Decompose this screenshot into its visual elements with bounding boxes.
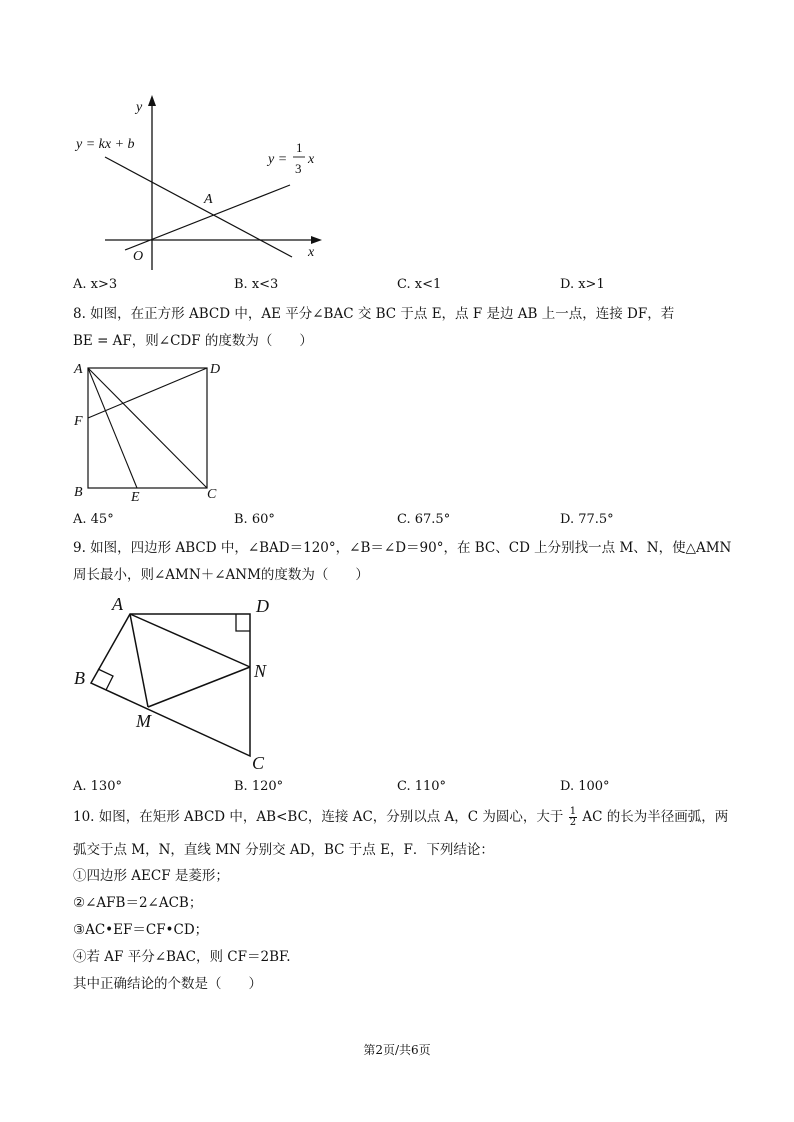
q9-option-b: B. 120°	[234, 779, 284, 794]
x-axis-arrow	[311, 236, 322, 244]
segment-ac	[88, 368, 207, 488]
q9-option-d: D. 100°	[560, 779, 610, 794]
y-axis-arrow	[148, 95, 156, 106]
segment-am	[130, 614, 148, 707]
q8-option-c: C. 67.5°	[397, 512, 451, 527]
q7-option-c: C. x<1	[397, 277, 442, 292]
right-angle-mark-d	[236, 614, 250, 631]
q9-figure	[70, 592, 280, 777]
q10-text-line2: 弧交于点 M，N，直线 MN 分别交 AD，BC 于点 E，F．下列结论：	[73, 842, 494, 858]
q7-option-d: D. x>1	[560, 277, 605, 292]
q10-question: 其中正确结论的个数是（ ）	[73, 976, 262, 992]
label-d: D	[256, 596, 269, 616]
q10-conclusion-3: ③AC•EF＝CF•CD；	[73, 922, 209, 938]
q8-option-a: A. 45°	[73, 512, 114, 527]
label-a: A	[74, 362, 83, 377]
segment-ae	[88, 368, 137, 488]
q10-conclusion-2: ②∠AFB＝2∠ACB；	[73, 895, 203, 911]
q10-conclusion-4: ④若 AF 平分∠BAC，则 CF＝2BF.	[73, 949, 291, 965]
q10-frac-num: 1	[569, 806, 577, 817]
x-axis-label: x	[308, 245, 315, 260]
line2-den: 3	[295, 161, 302, 176]
label-n: N	[254, 661, 267, 681]
line2-num: 1	[296, 140, 303, 155]
line2-var: x	[308, 152, 315, 167]
segment-mn	[148, 667, 250, 707]
q10-frac-den: 2	[569, 817, 577, 828]
q7-option-a: A. x>3	[73, 277, 118, 292]
q10-text-line1	[73, 807, 728, 828]
label-m: M	[136, 711, 151, 731]
y-axis-label: y	[136, 100, 143, 115]
line-kx-b	[105, 157, 292, 257]
q8-option-b: B. 60°	[234, 512, 275, 527]
point-a-label: A	[204, 192, 213, 207]
q10-line1-before: 10. 如图，在矩形 ABCD 中，AB<BC，连接 AC，分别以点 A，C 为圆心，大于	[73, 809, 564, 825]
label-d: D	[210, 362, 221, 377]
q7-graph	[60, 92, 330, 272]
q9-text-line2: 周长最小，则∠AMN＋∠ANM的度数为（ ）	[73, 567, 369, 583]
q9-text-line1: 9. 如图，四边形 ABCD 中，∠BAD＝120°，∠B＝∠D＝90°，在 BC、CD 上分别找一点 M、N，使△AMN	[73, 540, 732, 556]
line2-lhs: y =	[268, 152, 288, 167]
origin-label: O	[133, 249, 144, 264]
label-c: C	[207, 487, 217, 502]
label-b: B	[74, 485, 83, 500]
page-footer: 第2页/共6页	[363, 1043, 431, 1057]
line1-label: y = kx + b	[76, 137, 135, 152]
q10-line1-after: AC 的长为半径画弧，两	[582, 809, 729, 825]
label-c: C	[252, 753, 265, 773]
label-e: E	[131, 490, 140, 505]
q8-option-d: D. 77.5°	[560, 512, 614, 527]
q8-text-line1: 8. 如图，在正方形 ABCD 中，AE 平分∠BAC 交 BC 于点 E，点 F 是边 AB 上一点，连接 DF，若	[73, 306, 675, 322]
q9-option-c: C. 110°	[397, 779, 447, 794]
label-f: F	[74, 414, 83, 429]
q10-fraction	[569, 807, 577, 828]
q9-option-a: A. 130°	[73, 779, 122, 794]
label-a: A	[112, 594, 123, 614]
q8-figure	[70, 360, 230, 505]
label-b: B	[74, 668, 85, 688]
quadrilateral-abcd	[91, 614, 250, 756]
q10-conclusion-1: ①四边形 AECF 是菱形；	[73, 868, 229, 884]
q7-option-b: B. x<3	[234, 277, 279, 292]
segment-df	[88, 368, 207, 418]
q8-text-line2: BE = AF，则∠CDF 的度数为（ ）	[73, 333, 313, 349]
segment-an	[130, 614, 250, 667]
